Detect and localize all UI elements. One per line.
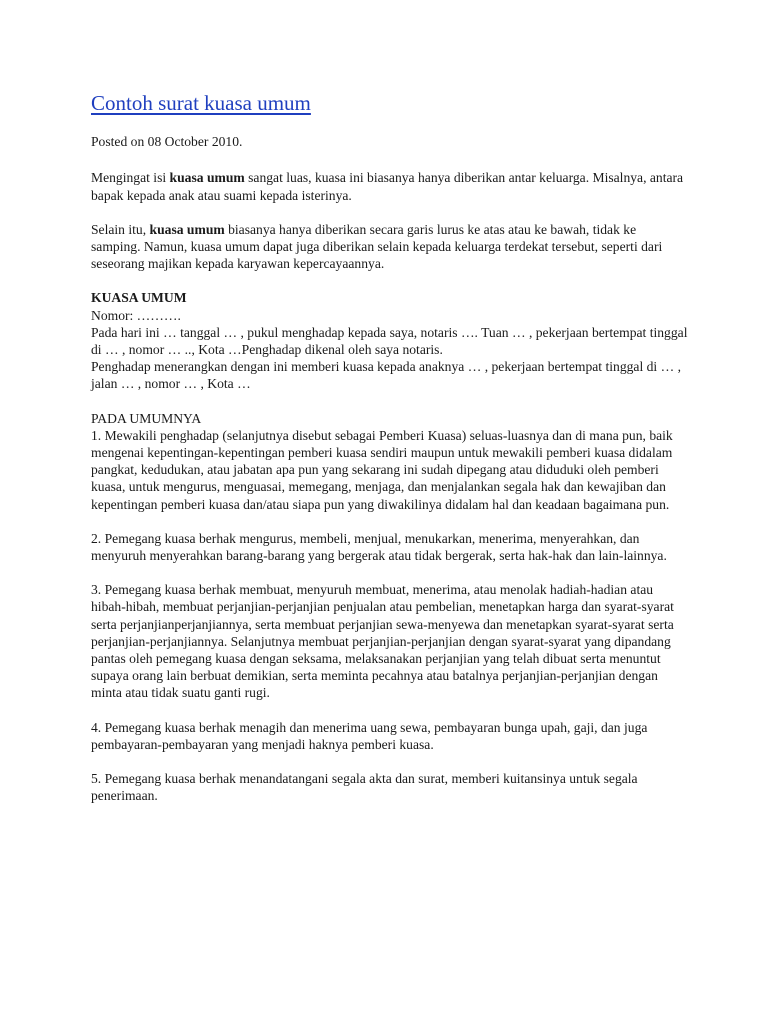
intro2-post: biasanya hanya diberikan secara garis lurus ke atas atau ke bawah, tidak ke samping. Namun, kuasa umum dapat juga diberikan selain kepada keluarga terdekat tersebut, seperti dari seseorang majikan kepada karyawan kepercayaannya.	[91, 221, 663, 272]
post-date: Posted on 08 October 2010.	[91, 134, 243, 150]
intro-paragraph-2	[91, 221, 688, 273]
intro-paragraph-1	[91, 169, 688, 203]
intro1-post: sangat luas, kuasa ini biasanya hanya diberikan antar keluarga. Misalnya, antara bapak kepada anak atau suami kepada isterinya.	[91, 170, 684, 203]
section-heading: PADA UMUMNYA	[91, 410, 202, 426]
list-item-4: 4. Pemegang kuasa berhak menagih dan menerima uang sewa, pembayaran bunga upah, gaji, dan juga pembayaran-pembayaran yang menjadi haknya pemberi kuasa.	[91, 719, 648, 752]
list-item-5: 5. Pemegang kuasa berhak menandatangani segala akta dan surat, memberi kuitansinya untuk segala penerimaan.	[91, 770, 638, 804]
list-item-2: 2. Pemegang kuasa berhak mengurus, membeli, menjual, menukarkan, menerima, menyerahkan, dan menyuruh menyerahkan barang-barang yang bergerak atau tidak bergerak, serta hak-hak dan lain-lainnya.	[91, 530, 667, 563]
letter-nomor: Nomor: ……….	[91, 307, 181, 323]
intro1-bold-term: kuasa umum	[169, 170, 245, 186]
letter-line-1: Pada hari ini … tanggal … , pukul menghadap kepada saya, notaris …. Tuan … , pekerjaan bertempat tinggal di … , nomor … .., Kota …Penghadap dikenal oleh saya notaris.	[91, 324, 688, 357]
letter-heading: KUASA UMUM	[91, 290, 187, 306]
intro2-pre: Selain itu,	[91, 221, 150, 237]
intro1-pre: Mengingat isi	[91, 170, 170, 186]
intro2-bold-term: kuasa umum	[149, 221, 225, 237]
letter-line-2: Penghadap menerangkan dengan ini memberi kuasa kepada anaknya … , pekerjaan bertempat tinggal di … , jalan … , nomor … , Kota …	[91, 359, 681, 392]
letter-block	[91, 289, 688, 392]
section-block	[91, 410, 688, 513]
list-item-1: 1. Mewakili penghadap (selanjutnya disebut sebagai Pemberi Kuasa) seluas-luasnya dan di mana pun, baik mengenai kepentingan-kepentingan pemberi kuasa sendiri maupun untuk mewakili pemberi kuasa didalam pangkat, kedudukan, atau jabatan apa pun yang sekarang ini sudah dipegang atau diduduki oleh pemberi kuasa, untuk mengurus, menguasai, memegang, menjaga, dan menjalankan segala hak dan kewajiban dan kepentingan pemberi kuasa dan/atau siapa pun yang diwakilinya didalam hal dan keadaan bagaimana pun.	[91, 427, 673, 512]
list-item-3: 3. Pemegang kuasa berhak membuat, menyuruh membuat, menerima, atau menolak hadiah-hadian atau hibah-hibah, membuat perjanjian-perjanjian penjualan atau pembelian, menetapkan harga dan syarat-syarat serta perjanjianperjanjiannya, serta membuat perjanjian sewa-menyewa dan menetapkan syarat-syarat serta perjanjian-perjanjiannya. Selanjutnya membuat perjanjian-perjanjian dengan syarat-syarat yang dipandang pantas oleh pemegang kuasa dengan seksama, melaksanakan perjanjian yang telah dibuat serta menuntut supaya orang lain berbuat demikian, serta meminta pecahnya atau batalnya perjanjian-perjanjian dengan minta atau tidak suatu ganti rugi.	[91, 582, 674, 701]
page-title-link[interactable]: Contoh surat kuasa umum	[91, 91, 311, 115]
